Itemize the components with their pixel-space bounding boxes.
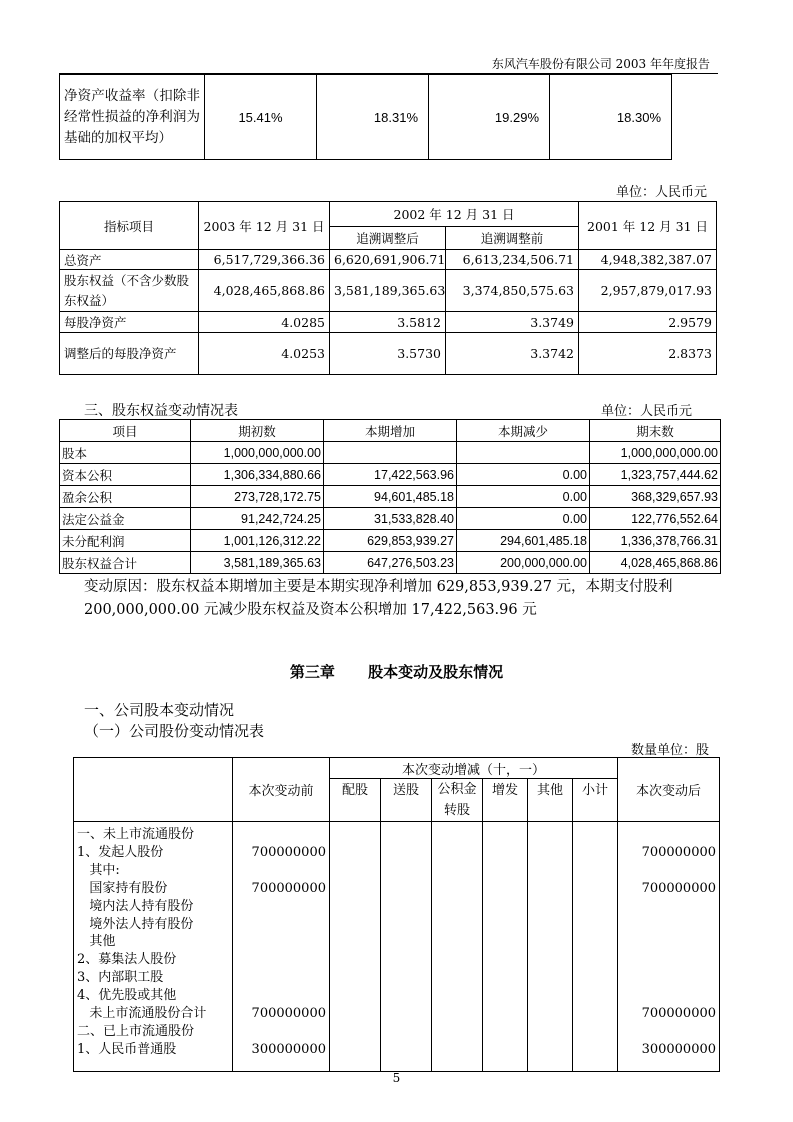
header-zhuangu: 公积金转股 xyxy=(432,779,483,822)
cell: 368,329,657.93 xyxy=(590,486,721,508)
cell: 6,620,691,906.71 xyxy=(330,250,446,270)
table-row xyxy=(60,530,721,552)
chapter-title xyxy=(0,661,793,682)
cell: 3.3742 xyxy=(446,333,579,375)
header-item: 指标项目 xyxy=(60,202,199,250)
share-items: 一、未上市流通股份 1、发起人股份 其中: 国家持有股份 境内法人持有股份 境外法人持有股份 其他 2、募集法人股份 3、内部职工股 4、优先股或其他 未上市流通股份合计 二、已上市流通股份 1、人民币普通股 xyxy=(74,822,233,1072)
header-2002: 2002 年 12 月 31 日 xyxy=(330,202,579,227)
cell: 3,581,189,365.63 xyxy=(330,270,446,312)
row-label: 股本 xyxy=(60,442,191,464)
header-songgu: 送股 xyxy=(381,779,432,822)
chapter-name: 股本变动及股东情况 xyxy=(368,663,504,681)
unit-label: 单位：人民币元 xyxy=(600,404,692,419)
roe-value: 18.30% xyxy=(550,75,672,160)
unit-label: 单位：人民币元 xyxy=(615,185,707,200)
cell xyxy=(324,442,457,464)
header-blank xyxy=(74,758,233,822)
page-number: 5 xyxy=(392,1071,401,1085)
roe-value: 15.41% xyxy=(205,75,317,160)
cell: 0.00 xyxy=(457,508,590,530)
cell: 2.9579 xyxy=(579,312,717,333)
chapter-number: 第三章 xyxy=(289,663,335,681)
header-before: 本次变动前 xyxy=(233,758,330,822)
header-cell: 项目 xyxy=(60,420,191,442)
equity-table xyxy=(59,419,721,574)
table-row xyxy=(60,270,717,312)
roe-table xyxy=(59,74,672,160)
header-2003: 2003 年 12 月 31 日 xyxy=(199,202,330,250)
change-reason-line2: 200,000,000.00 元减少股东权益及资本公积增加 17,422,563.96 元 xyxy=(84,602,537,618)
header-2002-after: 追溯调整后 xyxy=(330,227,446,250)
roe-value: 19.29% xyxy=(429,75,550,160)
cell: 4,028,465,868.86 xyxy=(590,552,721,574)
cell: 3.5812 xyxy=(330,312,446,333)
table-row xyxy=(60,75,672,160)
indicator-table xyxy=(59,201,717,375)
table-header-row xyxy=(74,758,720,779)
table-row xyxy=(60,442,721,464)
cell: 294,601,485.18 xyxy=(457,530,590,552)
row-label: 股东权益合计 xyxy=(60,552,191,574)
row-label: 调整后的每股净资产 xyxy=(60,333,199,375)
section-title: 三、股东权益变动情况表 xyxy=(84,403,238,419)
row-label: 资本公积 xyxy=(60,464,191,486)
header-peigu: 配股 xyxy=(330,779,381,822)
cell: 6,517,729,366.36 xyxy=(199,250,330,270)
cell: 273,728,172.75 xyxy=(191,486,324,508)
header-cell: 期初数 xyxy=(191,420,324,442)
cell xyxy=(381,822,432,1072)
share-before-values: 700000000 700000000 700000000 300000000 xyxy=(233,822,330,1072)
cell: 0.00 xyxy=(457,464,590,486)
cell: 91,242,724.25 xyxy=(191,508,324,530)
table-body-row xyxy=(74,822,720,1072)
header-cell: 期末数 xyxy=(590,420,721,442)
cell: 647,276,503.23 xyxy=(324,552,457,574)
cell: 6,613,234,506.71 xyxy=(446,250,579,270)
row-label: 盈余公积 xyxy=(60,486,191,508)
roe-value: 18.31% xyxy=(317,75,429,160)
header-cell: 本期减少 xyxy=(457,420,590,442)
unit-label: 数量单位：股 xyxy=(630,743,709,758)
cell: 3.5730 xyxy=(330,333,446,375)
cell xyxy=(432,822,483,1072)
cell xyxy=(483,822,528,1072)
header-zengfa: 增发 xyxy=(483,779,528,822)
cell: 4,948,382,387.07 xyxy=(579,250,717,270)
table-row xyxy=(60,486,721,508)
cell: 2.8373 xyxy=(579,333,717,375)
table-header-row xyxy=(60,420,721,442)
cell: 1,000,000,000.00 xyxy=(191,442,324,464)
table-row xyxy=(60,508,721,530)
report-header: 东风汽车股份有限公司 2003 年年度报告 xyxy=(491,57,710,71)
table-row xyxy=(60,464,721,486)
subsection-heading: （一）公司股份变动情况表 xyxy=(84,722,265,740)
table-row xyxy=(60,333,717,375)
change-reason-line1: 变动原因：股东权益本期增加主要是本期实现净利增加 629,853,939.27 元，本期支付股利 xyxy=(84,579,673,595)
cell: 629,853,939.27 xyxy=(324,530,457,552)
cell: 31,533,828.40 xyxy=(324,508,457,530)
section-heading: 一、公司股本变动情况 xyxy=(84,701,235,719)
cell: 1,336,378,766.31 xyxy=(590,530,721,552)
header-subtotal: 小计 xyxy=(573,779,618,822)
row-label: 每股净资产 xyxy=(60,312,199,333)
cell: 4,028,465,868.86 xyxy=(199,270,330,312)
cell: 3,581,189,365.63 xyxy=(191,552,324,574)
table-row xyxy=(60,552,721,574)
cell xyxy=(573,822,618,1072)
header-other: 其他 xyxy=(528,779,573,822)
table-row xyxy=(60,250,717,270)
header-2001: 2001 年 12 月 31 日 xyxy=(579,202,717,250)
header-2002-before: 追溯调整前 xyxy=(446,227,579,250)
share-change-table xyxy=(73,757,720,1072)
cell xyxy=(528,822,573,1072)
cell: 122,776,552.64 xyxy=(590,508,721,530)
cell: 1,323,757,444.62 xyxy=(590,464,721,486)
cell: 200,000,000.00 xyxy=(457,552,590,574)
cell xyxy=(330,822,381,1072)
cell: 17,422,563.96 xyxy=(324,464,457,486)
cell xyxy=(457,442,590,464)
cell: 1,000,000,000.00 xyxy=(590,442,721,464)
header-cell: 本期增加 xyxy=(324,420,457,442)
row-label: 未分配利润 xyxy=(60,530,191,552)
cell: 3.3749 xyxy=(446,312,579,333)
cell: 1,001,126,312.22 xyxy=(191,530,324,552)
header-after: 本次变动后 xyxy=(618,758,720,822)
roe-label: 净资产收益率（扣除非经常性损益的净利润为基础的加权平均） xyxy=(60,75,205,160)
share-after-values: 700000000 700000000 700000000 300000000 xyxy=(618,822,720,1072)
cell: 2,957,879,017.93 xyxy=(579,270,717,312)
cell: 1,306,334,880.66 xyxy=(191,464,324,486)
table-header-row xyxy=(60,202,717,227)
cell: 4.0285 xyxy=(199,312,330,333)
cell: 3,374,850,575.63 xyxy=(446,270,579,312)
cell: 94,601,485.18 xyxy=(324,486,457,508)
table-row xyxy=(60,312,717,333)
cell: 4.0253 xyxy=(199,333,330,375)
row-label: 股东权益（不含少数股东权益） xyxy=(60,270,199,312)
cell: 0.00 xyxy=(457,486,590,508)
row-label: 总资产 xyxy=(60,250,199,270)
header-change: 本次变动增减（十，一） xyxy=(330,758,618,779)
row-label: 法定公益金 xyxy=(60,508,191,530)
